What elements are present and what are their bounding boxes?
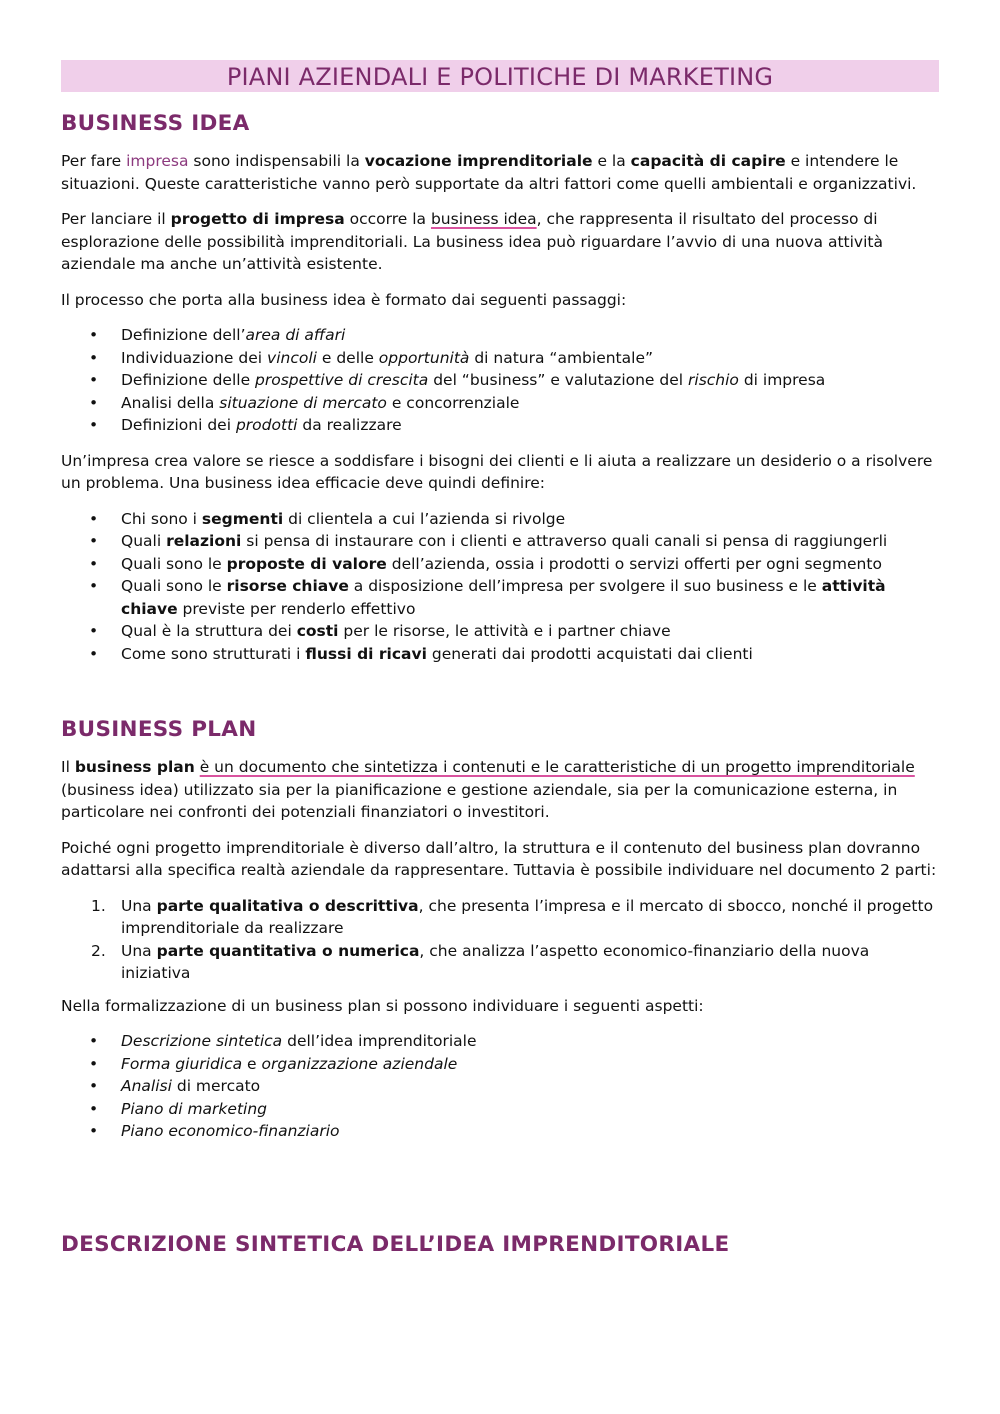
italic-term: vincoli [267, 348, 317, 367]
bold-term: parte qualitativa o descrittiva [156, 896, 419, 915]
text: previste per renderlo effettivo [177, 599, 416, 618]
text: Chi sono i [121, 509, 202, 528]
italic-term: rischio [688, 371, 739, 389]
list-item [61, 324, 941, 347]
underlined-term: business idea [430, 210, 537, 228]
italic-term: Analisi [121, 1077, 172, 1095]
text: da realizzare [297, 416, 402, 434]
list-item [61, 1030, 941, 1053]
section-heading-descrizione-sintetica: DESCRIZIONE SINTETICA DELL’IDEA IMPRENDITORIALE [61, 1231, 730, 1257]
list-item [61, 392, 941, 415]
list-item [61, 575, 941, 620]
paragraph [61, 208, 941, 276]
bold-term: relazioni [166, 532, 242, 550]
text: Una [121, 896, 157, 915]
text: dell’idea imprenditoriale [282, 1032, 477, 1050]
text: del “business” e valutazione del [428, 371, 689, 389]
bold-term: flussi di ricavi [305, 644, 427, 663]
italic-term: organizzazione aziendale [261, 1054, 458, 1073]
italic-term: opportunità [378, 348, 470, 367]
list-item [61, 369, 941, 392]
paragraph: Un’impresa crea valore se riesce a soddisfare i bisogni dei clienti e li aiuta a realizzare un desiderio o a risolvere un problema. Una business idea efficacie deve quindi definire: [61, 451, 933, 492]
text: , che presenta l’impresa e il mercato di sbocco, nonché il progetto imprenditoriale da realizzare [121, 896, 934, 937]
bullet-list [61, 324, 941, 437]
bold-term: costi [296, 622, 339, 640]
list-item [61, 553, 941, 576]
list-item [61, 1120, 941, 1143]
italic-term: Piano di marketing [121, 1099, 267, 1118]
italic-term: prodotti [235, 416, 298, 434]
text: Analisi della [121, 393, 220, 412]
text: e [242, 1054, 262, 1073]
bold-term: progetto di impresa [170, 210, 345, 228]
text: di mercato [171, 1077, 261, 1095]
text: , che rappresenta il risultato del processo di esplorazione delle possibilità imprenditoriali. La business idea può riguardare l’avvio di una nuova attività aziendale ma anche un’attività esistente. [61, 210, 883, 273]
text: Per lanciare il [61, 210, 171, 228]
bullet-list [61, 508, 941, 666]
bold-term: parte quantitativa o numerica [156, 941, 420, 960]
list-item [61, 895, 941, 940]
text: di impresa [738, 371, 826, 389]
underlined-definition: è un documento che sintetizza i contenuti e le caratteristiche di un progetto imprenditoriale [199, 758, 915, 776]
list-item [61, 940, 941, 985]
italic-term: Descrizione sintetica [121, 1032, 283, 1050]
list-item [61, 347, 941, 370]
italic-term: area di affari [245, 326, 346, 344]
text: dell’azienda, ossia i prodotti o servizi offerti per ogni segmento [386, 554, 882, 573]
text: di natura “ambientale” [469, 348, 654, 367]
bold-term: risorse chiave [226, 577, 349, 595]
list-number: 2. [91, 941, 106, 960]
text: Quali [121, 532, 167, 550]
list-number: 1. [91, 896, 106, 915]
text: Una [121, 941, 157, 960]
document-title: PIANI AZIENDALI E POLITICHE DI MARKETING [61, 60, 939, 92]
list-item [61, 414, 941, 437]
list-item [61, 620, 941, 643]
text: a disposizione dell’impresa per svolgere il suo business e le [348, 577, 822, 595]
text: e intendere le situazioni. Queste caratteristiche vanno però supportate da altri fattori come quelli ambientali e organizzativi. [61, 152, 917, 193]
text: occorre la [344, 210, 431, 228]
list-item [61, 530, 941, 553]
text: Il [61, 758, 75, 776]
section-heading-business-idea: BUSINESS IDEA [61, 111, 250, 136]
text: (business idea) utilizzato sia per la pianificazione e gestione aziendale, sia per la comunicazione esterna, in particolare nei confronti dei potenziali finanziatori o investitori. [61, 780, 898, 821]
document-body [61, 108, 941, 1261]
paragraph: Poiché ogni progetto imprenditoriale è diverso dall’altro, la struttura e il contenuto del business plan dovranno adattarsi alla specifica realtà aziendale da rappresentare. Tuttavia è possibile individuare nel documento 2 parti: [61, 838, 937, 879]
bullet-list [61, 1030, 941, 1143]
bold-term: vocazione imprenditoriale [364, 152, 593, 170]
text: Individuazione dei [121, 348, 268, 367]
text: Per fare [61, 152, 127, 170]
text: Definizione dell’ [121, 326, 246, 344]
italic-term: prospettive di crescita [255, 371, 429, 389]
text: Come sono strutturati i [121, 644, 306, 663]
list-item [61, 508, 941, 531]
text: Definizioni dei [121, 416, 236, 434]
text: Quali sono le [121, 554, 227, 573]
paragraph [61, 150, 941, 195]
text: , che analizza l’aspetto economico-finanziario della nuova iniziativa [121, 941, 870, 982]
numbered-list [61, 895, 941, 985]
list-item [61, 1053, 941, 1076]
list-item [61, 1098, 941, 1121]
text: si pensa di instaurare con i clienti e attraverso quali canali si pensa di raggiungerli [241, 532, 888, 550]
paragraph [61, 756, 941, 824]
italic-term: situazione di mercato [219, 393, 387, 412]
text: Qual è la struttura dei [121, 622, 297, 640]
paragraph: Nella formalizzazione di un business plan si possono individuare i seguenti aspetti: [61, 996, 704, 1015]
text: sono indispensabili la [188, 152, 365, 170]
text: per le risorse, le attività e i partner chiave [338, 622, 671, 640]
paragraph: Il processo che porta alla business idea è formato dai seguenti passaggi: [61, 290, 627, 309]
highlighted-term: impresa [126, 152, 189, 170]
text: Quali sono le [121, 577, 227, 595]
text: e concorrenziale [386, 393, 520, 412]
text: e delle [316, 348, 379, 367]
list-item [61, 1075, 941, 1098]
bold-term: attività chiave [121, 577, 886, 618]
text: generati dai prodotti acquistati dai clienti [426, 644, 753, 663]
bold-term: business plan [74, 758, 195, 776]
list-item [61, 643, 941, 666]
bold-term: capacità di capire [630, 152, 786, 170]
text: Definizione delle [121, 371, 256, 389]
text: di clientela a cui l’azienda si rivolge [283, 509, 566, 528]
bold-term: segmenti [201, 509, 284, 528]
bold-term: proposte di valore [226, 554, 387, 573]
text: e la [592, 152, 631, 170]
section-heading-business-plan: BUSINESS PLAN [61, 717, 257, 742]
italic-term: Forma giuridica [121, 1054, 243, 1073]
italic-term: Piano economico-finanziario [121, 1122, 340, 1140]
